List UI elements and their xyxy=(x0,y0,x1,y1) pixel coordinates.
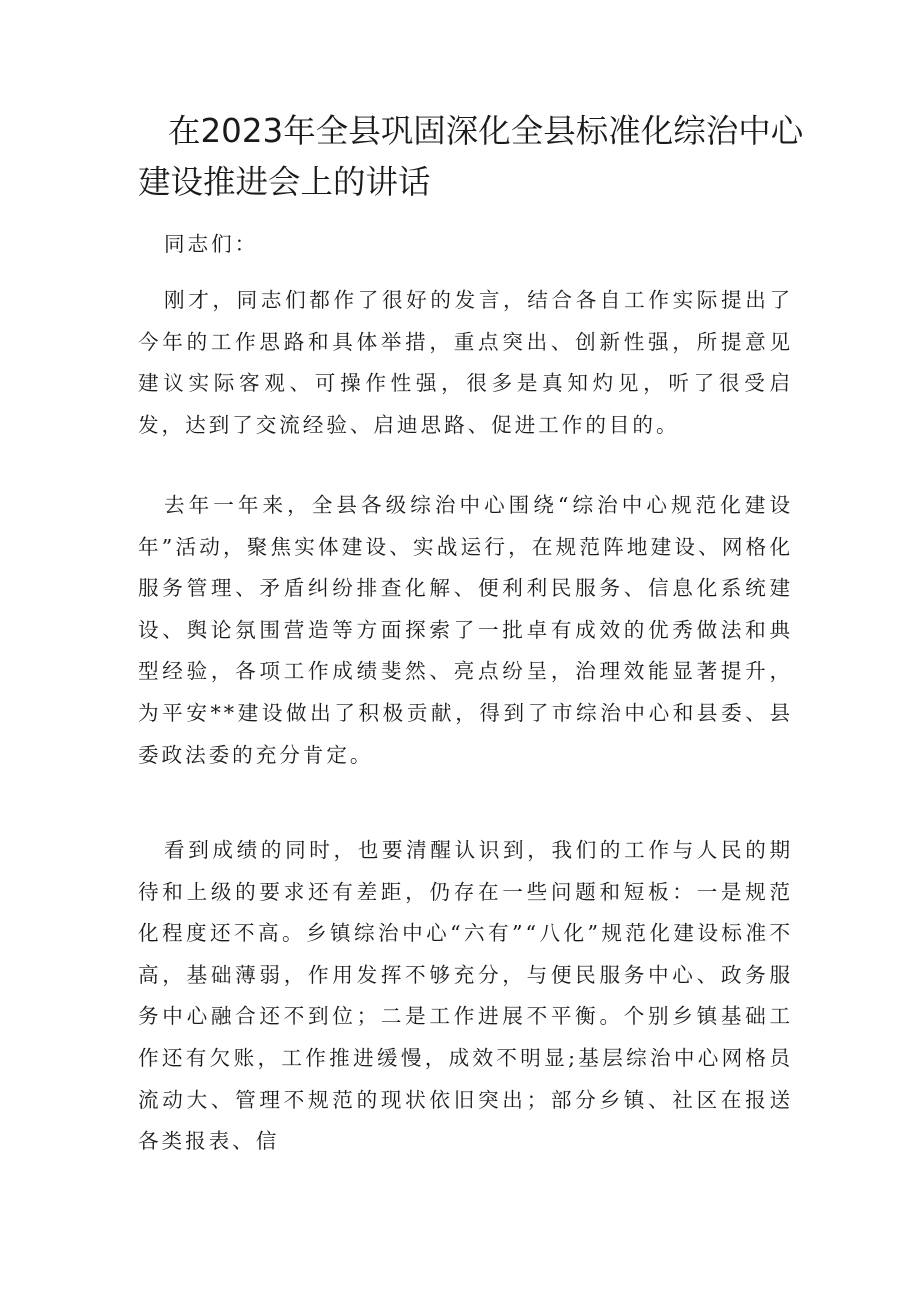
document-title: 在2023年全县巩固深化全县标准化综治中心建设推进会上的讲话 xyxy=(138,112,804,201)
salutation: 同志们： xyxy=(164,232,259,256)
paragraph-1: 刚才，同志们都作了很好的发言，结合各自工作实际提出了今年的工作思路和具体举措，重点突出、创新性强，所提意见建议实际客观、可操作性强，很多是真知灼见，听了很受启发，达到了交流经验、启迪思路、促进工作的目的。 xyxy=(138,288,793,437)
paragraph-2: 去年一年来，全县各级综治中心围绕“综治中心规范化建设年”活动，聚焦实体建设、实战运行，在规范阵地建设、网格化服务管理、矛盾纠纷排查化解、便利利民服务、信息化系统建设、舆论氛围营造等方面探索了一批卓有成效的优秀做法和典型经验，各项工作成绩斐然、亮点纷呈，治理效能显著提升，为平安**建设做出了积极贡献，得到了市综治中心和县委、县委政法委的充分肯定。 xyxy=(138,493,793,767)
paragraph-3: 看到成绩的同时，也要清醒认识到，我们的工作与人民的期待和上级的要求还有差距，仍存在一些问题和短板：一是规范化程度还不高。乡镇综治中心“六有”“八化”规范化建设标准不高，基础薄弱，作用发挥不够充分，与便民服务中心、政务服务中心融合还不到位；二是工作进展不平衡。个别乡镇基础工作还有欠账，工作推进缓慢，成效不明显;基层综治中心网格员流动大、管理不规范的现状依旧突出；部分乡镇、社区在报送各类报表、信 xyxy=(138,838,793,1154)
